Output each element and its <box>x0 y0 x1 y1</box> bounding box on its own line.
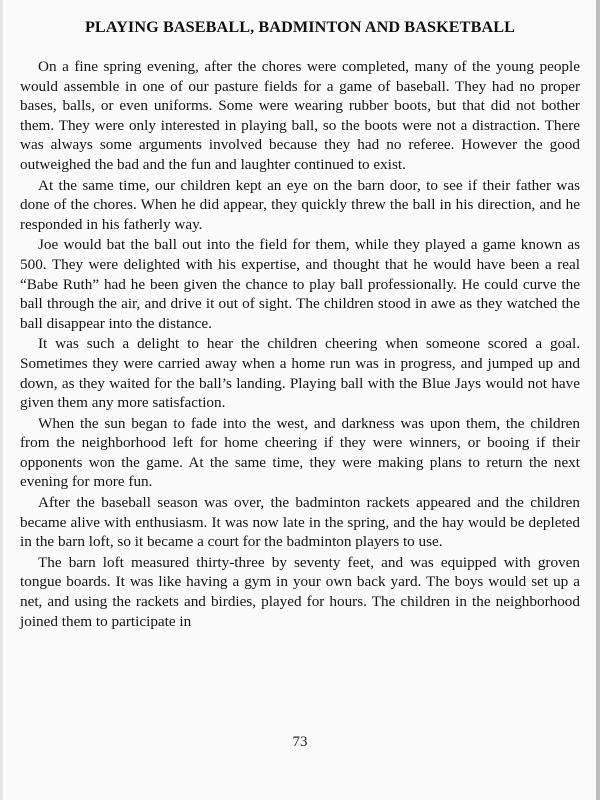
paragraph: It was such a delight to hear the children cheering when someone scored a goal. Sometimes they were carried away when a home run was in progress, and jumped up and down, as they waited for the ball’s landing. Playing ball with the Blue Jays would not have given them any more satisfaction. <box>20 335 580 412</box>
chapter-title: PLAYING BASEBALL, BADMINTON AND BASKETBALL <box>84 18 516 36</box>
paragraph: On a fine spring evening, after the chores were completed, many of the young people would assemble in one of our pasture fields for a game of baseball. They had no proper bases, balls, or even uniforms. Some were wearing rubber boots, but that did not bother them. They were only interested in playing ball, so the boots were not a distraction. There was always some arguments involved because they had no referee. However the good outweighed the bad and the fun and laughter continued to exist. <box>20 58 580 173</box>
paragraph: When the sun began to fade into the west, and darkness was upon them, the children from the neighborhood left for home cheering if they were winners, or booing if their opponents won the game. At the same time, they were making plans to return the next evening for more fun. <box>20 414 580 491</box>
page-edge <box>0 0 3 800</box>
body-text <box>20 57 580 632</box>
paragraph: At the same time, our children kept an eye on the barn door, to see if their father was done of the chores. When he did appear, they quickly threw the ball in his direction, and he responded in his fatherly way. <box>20 176 580 233</box>
paragraph: Joe would bat the ball out into the field for them, while they played a game known as 500. They were delighted with his expertise, and thought that he would have been a real “Babe Ruth” had he been given the chance to play ball professionally. He could curve the ball through the air, and drive it out of sight. The children stood in awe as they watched the ball disappear into the distance. <box>20 236 580 332</box>
paragraph: The barn loft measured thirty-three by seventy feet, and was equipped with groven tongue boards. It was like having a gym in your own back yard. The boys would set up a net, and using the rackets and birdies, played for hours. The children in the neighborhood joined them to participate in <box>20 553 580 630</box>
page-number: 73 <box>292 734 308 750</box>
paragraph: After the baseball season was over, the badminton rackets appeared and the children became alive with enthusiasm. It was now late in the spring, and the hay would be depleted in the barn loft, so it became a court for the badminton players to use. <box>20 494 580 551</box>
